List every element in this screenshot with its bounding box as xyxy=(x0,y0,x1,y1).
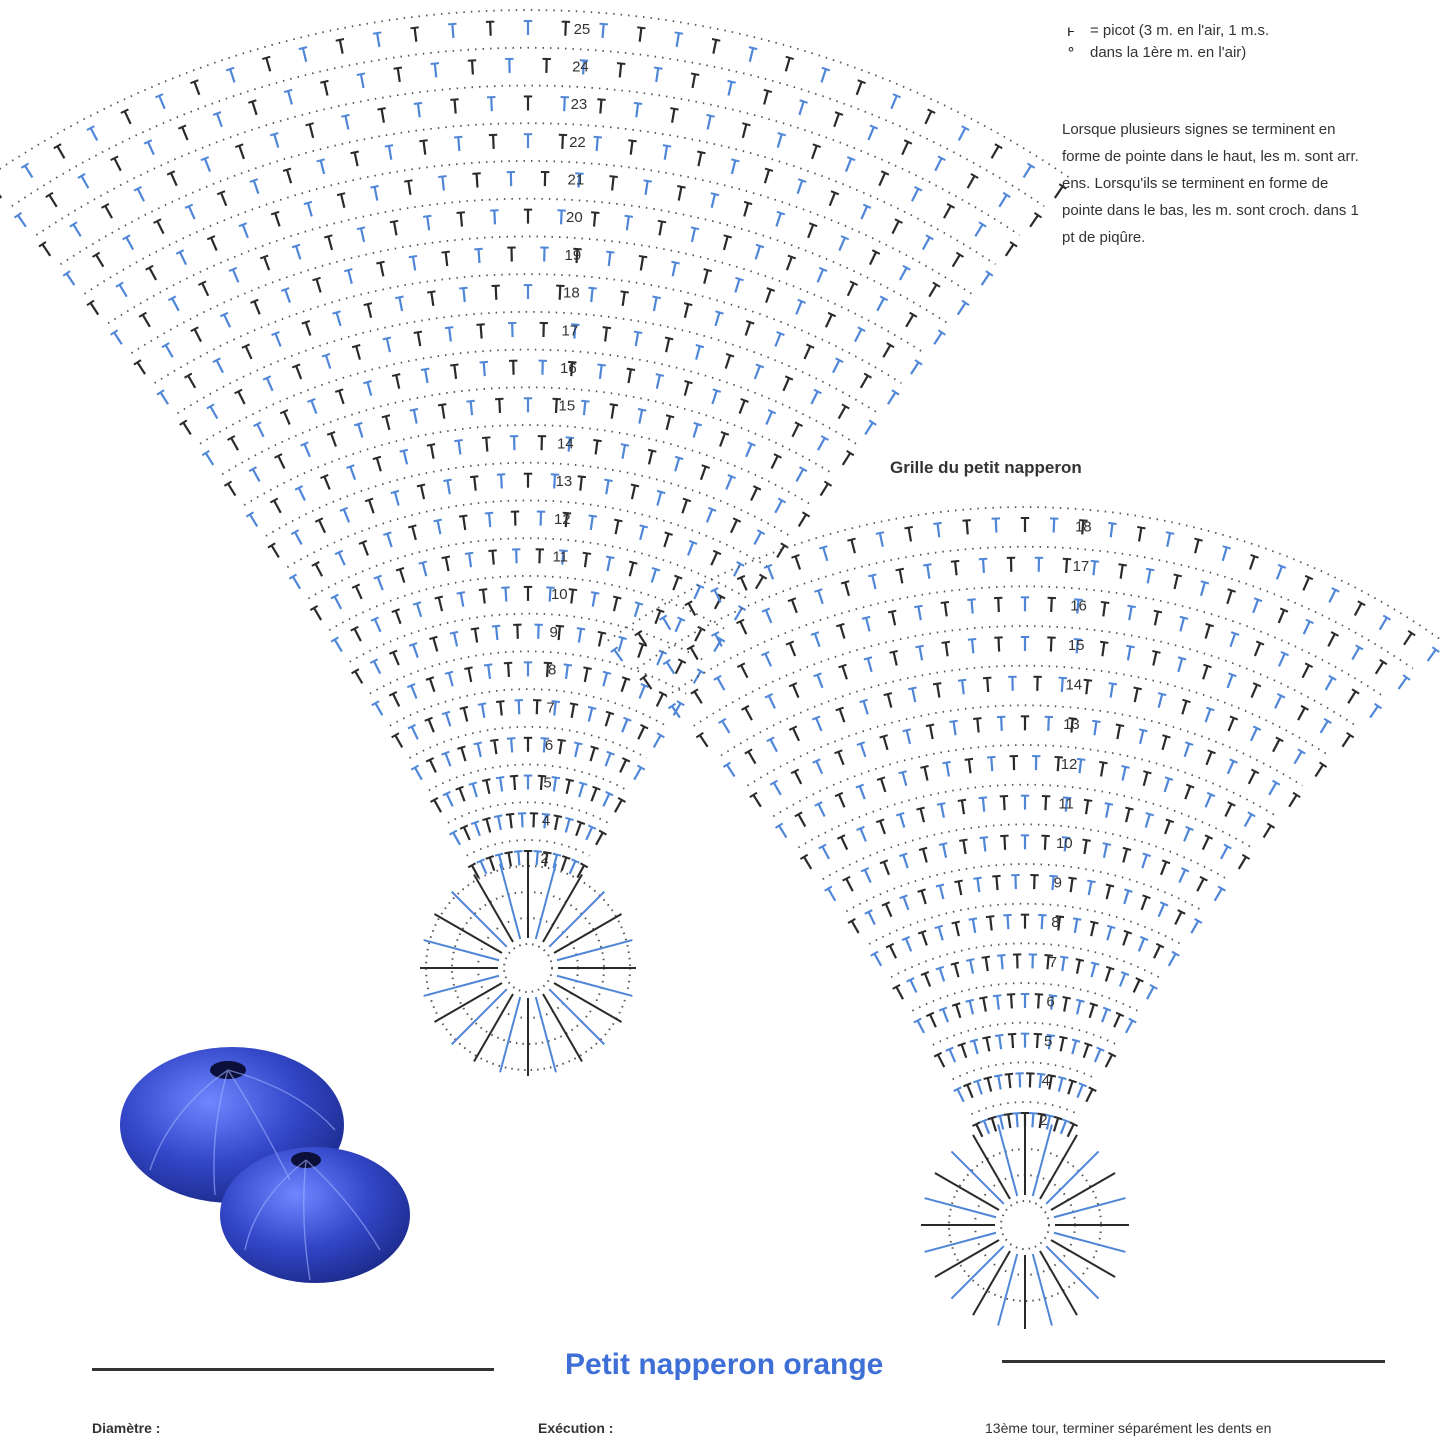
large-doily-chart xyxy=(0,10,1069,1076)
center-ring xyxy=(921,1121,1129,1329)
row-number-label: 9 xyxy=(1053,874,1062,892)
row-number-label: 6 xyxy=(544,736,554,754)
picot-icon: ⱶ xyxy=(1066,22,1076,40)
row-number-label: 5 xyxy=(1044,1032,1053,1050)
row-number-label: 7 xyxy=(546,699,555,717)
sea-urchin-photo xyxy=(120,1047,410,1283)
row-number-label: 10 xyxy=(1055,835,1073,853)
row-number-label: 13 xyxy=(555,473,573,491)
small-chart-title: Grille du petit napperon xyxy=(890,458,1082,477)
row-number-label: 11 xyxy=(552,548,569,566)
legend-picot-line1: = picot (3 m. en l'air, 1 m.s. xyxy=(1090,22,1270,39)
legend xyxy=(1062,0,1392,251)
row-number-label: 13 xyxy=(1063,716,1080,734)
row-number-label: 17 xyxy=(1072,557,1090,575)
row-number-label: 12 xyxy=(1060,755,1078,773)
row-number-label: 2 xyxy=(1039,1112,1048,1130)
small-doily-chart xyxy=(608,507,1440,1329)
row-number-label: 15 xyxy=(1067,637,1085,655)
row-number-label: 14 xyxy=(1065,676,1083,694)
divider-right xyxy=(1002,1360,1385,1363)
legend-note: Lorsque plusieurs signes se terminent en forme de pointe dans le haut, les m. sont arr. ens. Lorsqu'ils se terminent en forme de pointe dans le bas, les m. sont croch. dans 1 pt de piqûre. xyxy=(1062,121,1359,246)
row-number-label: 7 xyxy=(1048,953,1058,971)
divider-left xyxy=(92,1368,494,1371)
row-number-label: 19 xyxy=(564,246,582,264)
row-number-label: 18 xyxy=(563,284,580,302)
fan-rows xyxy=(608,507,1440,1137)
row-number-label: 12 xyxy=(553,510,571,528)
row-number-label: 4 xyxy=(541,812,551,830)
legend-picot-line2: dans la 1ère m. en l'air) xyxy=(1090,44,1247,61)
row-number-label: 5 xyxy=(543,774,552,792)
section-title: Petit napperon orange xyxy=(565,1348,884,1381)
row-number-label: 23 xyxy=(570,96,588,114)
row-number-label: 16 xyxy=(1070,597,1087,615)
row-number-label: 10 xyxy=(550,586,568,604)
row-number-label: 4 xyxy=(1041,1072,1051,1090)
footer-instructions: 13ème tour, terminer séparément les dents en xyxy=(985,1420,1272,1436)
row-number-label: 18 xyxy=(1074,518,1092,536)
row-number-label: 15 xyxy=(558,397,576,415)
row-number-label: 8 xyxy=(1051,914,1060,932)
row-number-label: 20 xyxy=(566,209,583,227)
row-number-label: 14 xyxy=(556,435,574,453)
row-number-label: 11 xyxy=(1058,795,1074,813)
row-number-label: 16 xyxy=(560,360,577,378)
row-number-label: 24 xyxy=(572,58,589,76)
row-number-label: 25 xyxy=(573,20,591,38)
row-number-label: 9 xyxy=(549,623,558,641)
ring-icon: ° xyxy=(1067,44,1075,62)
footer-execution: Exécution : xyxy=(538,1420,614,1436)
row-number-label: 21 xyxy=(567,171,585,189)
row-number-label: 17 xyxy=(561,322,579,340)
center-ring xyxy=(420,860,636,1076)
row-number-label: 6 xyxy=(1046,993,1055,1011)
row-number-label: 2 xyxy=(540,850,549,868)
row-number-label: 22 xyxy=(569,133,586,151)
fan-rows xyxy=(0,10,1069,878)
footer-diameter: Diamètre : xyxy=(92,1420,161,1436)
row-number-label: 8 xyxy=(547,661,557,679)
